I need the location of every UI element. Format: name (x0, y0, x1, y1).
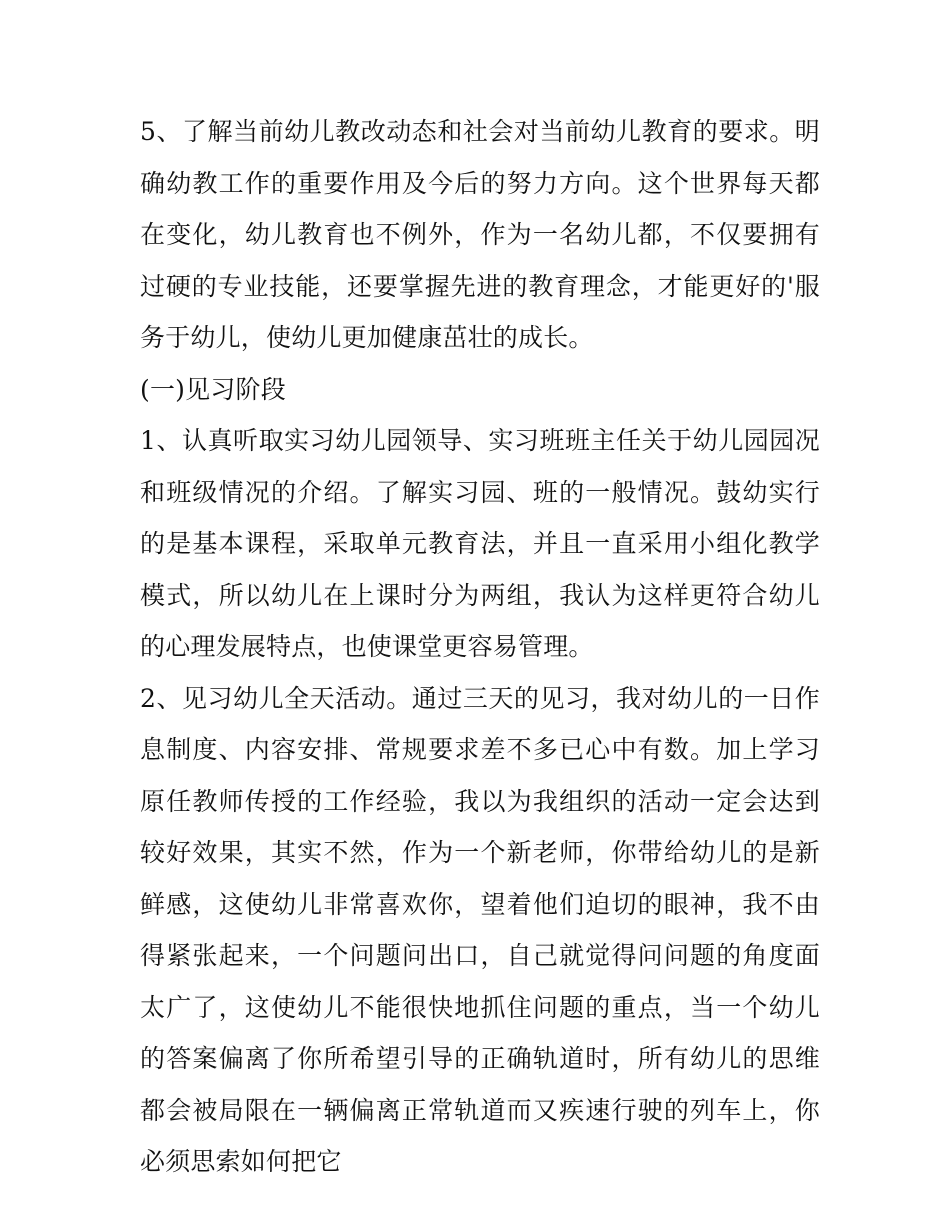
document-body (140, 106, 820, 1188)
paragraph-2: 2、见习幼儿全天活动。通过三天的见习，我对幼儿的一日作息制度、内容安排、常规要求差不多已心中有数。加上学习原任教师传授的工作经验，我以为我组织的活动一定会达到较好效果，其实不然，作为一个新老师，你带给幼儿的是新鲜感，这使幼儿非常喜欢你，望着他们迫切的眼神，我不由得紧张起来，一个问题问出口，自己就觉得问问题的角度面太广了，这使幼儿不能很快地抓住问题的重点，当一个幼儿的答案偏离了你所希望引导的正确轨道时，所有幼儿的思维都会被局限在一辆偏离正常轨道而又疾速行驶的列车上，你必须思索如何把它 (140, 683, 820, 1176)
paragraph-5: 5、了解当前幼儿教改动态和社会对当前幼儿教育的要求。明确幼教工作的重要作用及今后的努力方向。这个世界每天都在变化，幼儿教育也不例外，作为一名幼儿都，不仅要拥有过硬的专业技能，还要掌握先进的教育理念，才能更好的'服务于幼儿，使幼儿更加健康茁壮的成长。 (140, 117, 820, 352)
paragraph-1: 1、认真听取实习幼儿园领导、实习班班主任关于幼儿园园况和班级情况的介绍。了解实习园、班的一般情况。鼓幼实行的是基本课程，采取单元教育法，并且一直采用小组化教学模式，所以幼儿在上课时分为两组，我认为这样更符合幼儿的心理发展特点，也使课堂更容易管理。 (140, 426, 820, 661)
section-heading-jianxi: (一)见习阶段 (140, 374, 286, 404)
